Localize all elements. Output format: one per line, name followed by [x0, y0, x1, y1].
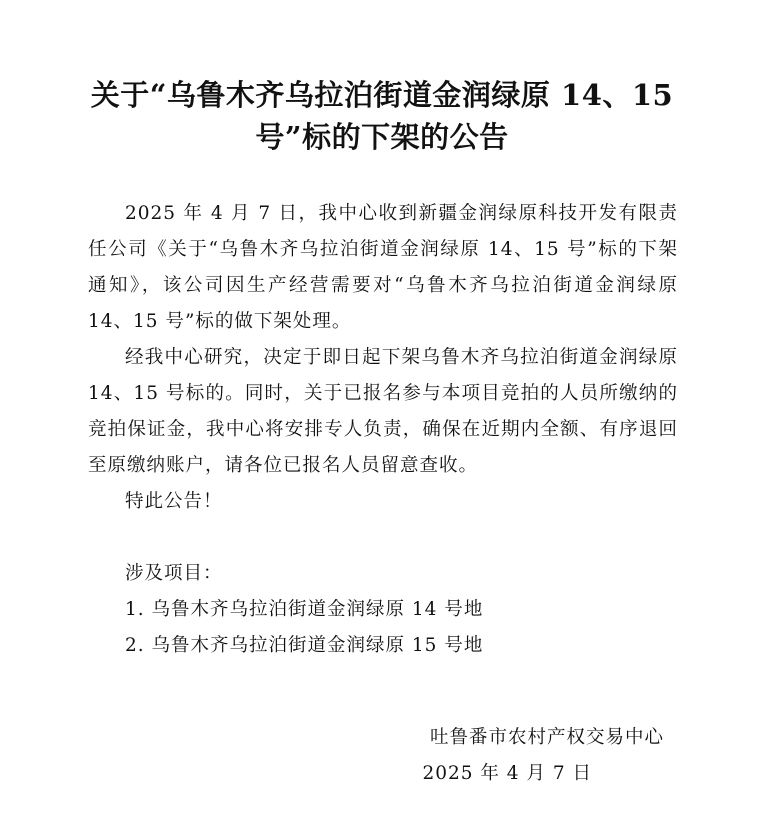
- paragraph-1: 2025 年 4 月 7 日，我中心收到新疆金润绿原科技开发有限责任公司《关于“乌鲁木齐乌拉泊街道金润绿原 14、15 号”标的下架通知》，该公司因生产经营需要对“乌鲁木齐乌拉泊街道金润绿原 14、15 号”标的做下架处理。: [88, 203, 678, 332]
- issue-date: 2025 年 4 月 7 日: [422, 763, 592, 784]
- signature-block: [422, 720, 664, 792]
- list-item: 1. 乌鲁木齐乌拉泊街道金润绿原 14 号地: [125, 599, 484, 620]
- title-line-2: 号”标的下架的公告: [255, 120, 509, 154]
- document-title: [60, 74, 704, 158]
- paragraph-2: 经我中心研究，决定于即日起下架乌鲁木齐乌拉泊街道金润绿原 14、15 号标的。同时，关于已报名参与本项目竞拍的人员所缴纳的竞拍保证金，我中心将安排专人负责，确保在近期内全额、有序退回至原缴纳账户，请各位已报名人员留意查收。: [88, 347, 678, 476]
- closing-line: 特此公告！: [125, 491, 223, 512]
- items-label: 涉及项目：: [125, 563, 223, 584]
- title-line-1: 关于“乌鲁木齐乌拉泊街道金润绿原 14、15: [90, 78, 674, 112]
- involved-items: [88, 556, 678, 664]
- issuing-organization: 吐鲁番市农村产权交易中心: [429, 727, 664, 748]
- list-item: 2. 乌鲁木齐乌拉泊街道金润绿原 15 号地: [125, 635, 484, 656]
- document-body: [88, 196, 678, 664]
